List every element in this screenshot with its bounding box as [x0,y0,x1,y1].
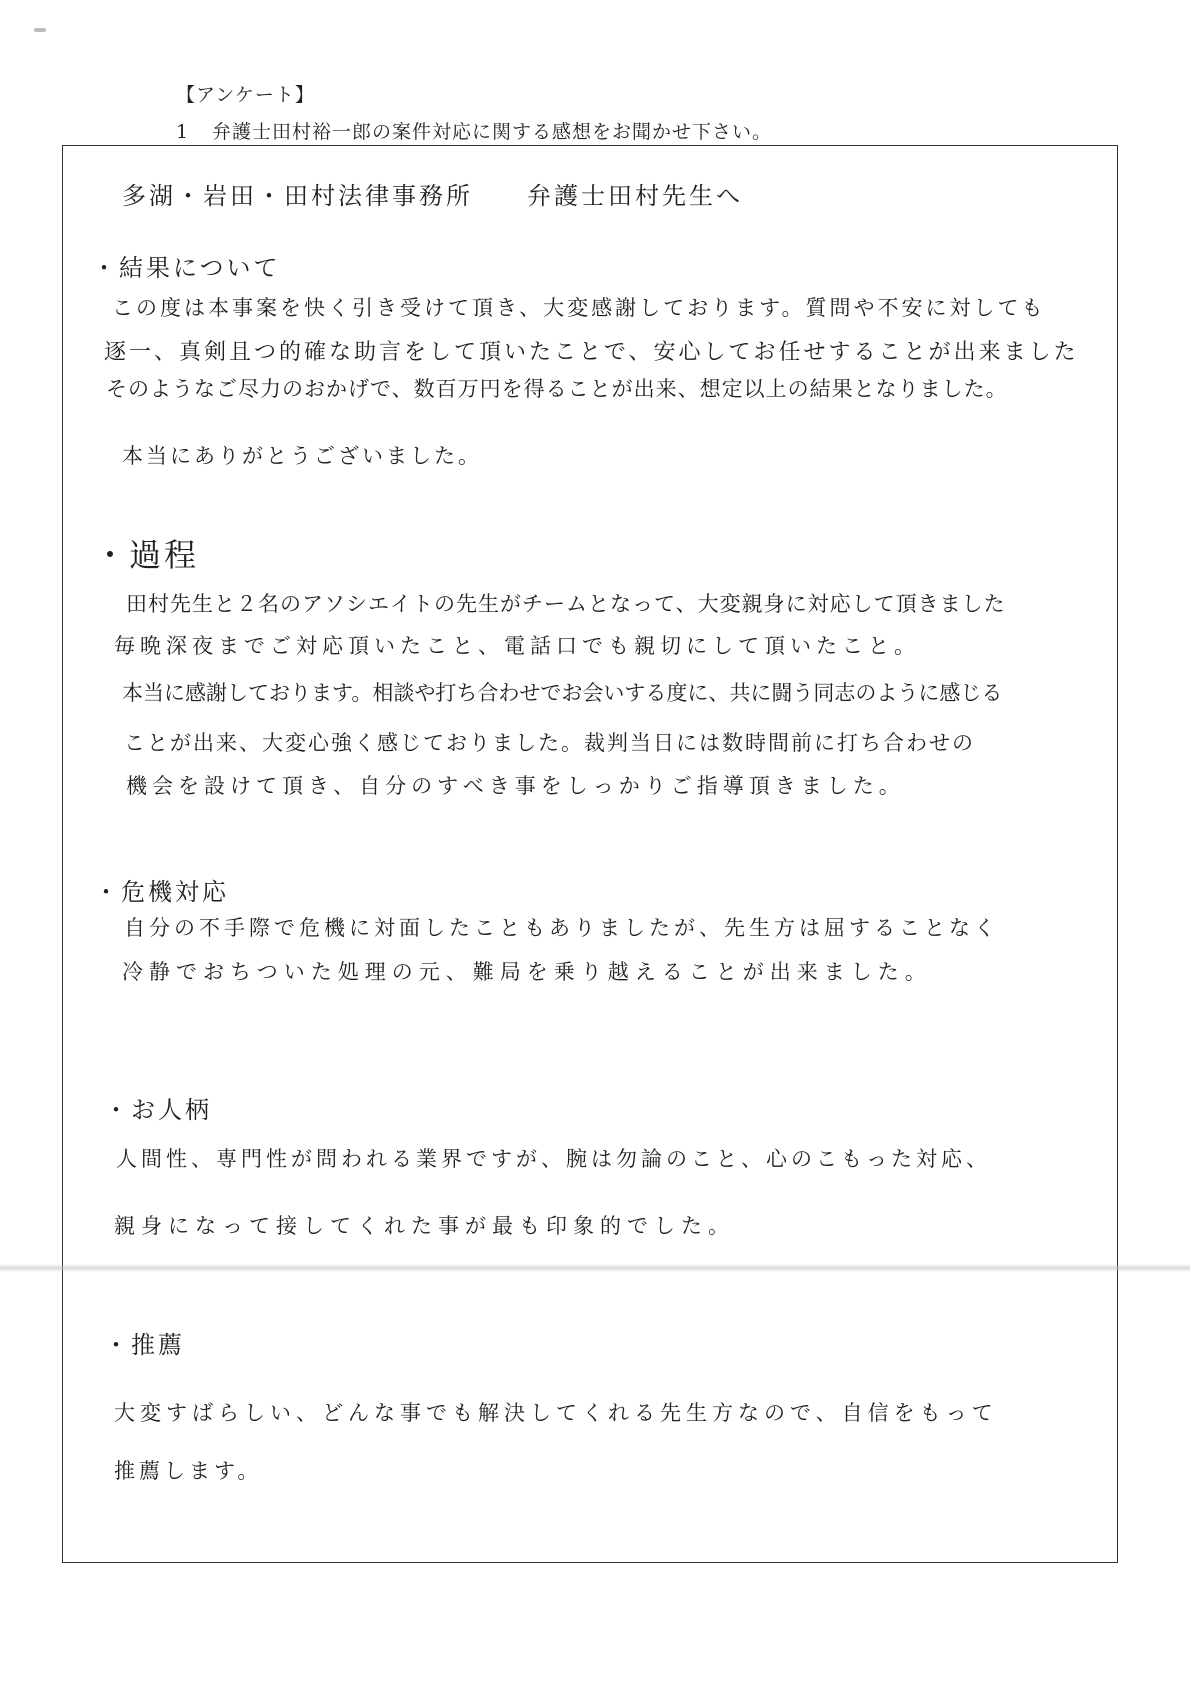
crisis-line-2: 冷静でおちついた処理の元、難局を乗り越えることが出来ました。 [122,960,932,984]
process-line-1: 田村先生と２名のアソシエイトの先生がチームとなって、大変親身に対応して頂きました [126,592,1006,616]
results-line-1: この度は本事案を快く引き受けて頂き、大変感謝しております。質問や不安に対しても [112,296,1046,320]
question-text: 弁護士田村裕一郎の案件対応に関する感想をお聞かせ下さい。 [212,121,773,143]
process-line-2: 毎晩深夜までご対応頂いたこと、電話口でも親切にして頂いたこと。 [114,634,920,658]
question-number: 1 [176,121,190,143]
results-line-3: そのようなご尽力のおかげで、数百万円を得ることが出来、想定以上の結果となりました。 [106,377,1008,401]
recommendation-line-1: 大変すばらしい、どんな事でも解決してくれる先生方なので、自信をもって [114,1401,998,1425]
recommendation-line-2: 推薦します。 [114,1459,263,1483]
process-line-4: ことが出来、大変心強く感じておりました。裁判当日には数時間前に打ち合わせの [124,731,975,755]
personality-line-2: 親身になって接してくれた事が最も印象的でした。 [114,1214,735,1238]
results-line-2: 逐一、真剣且つ的確な助言をして頂いたことで、安心してお任せすることが出来ました [104,340,1079,365]
addressee-line: 多湖・岩田・田村法律事務所 弁護士田村先生へ [122,182,743,210]
section-heading-process: ・過程 [94,536,200,574]
survey-question [176,117,772,144]
crisis-line-1: 自分の不手際で危機に対面したこともありましたが、先生方は屈することなく [124,916,999,940]
section-heading-recommendation: ・推薦 [104,1331,185,1359]
results-line-4: 本当にありがとうございました。 [122,444,482,468]
section-heading-personality: ・お人柄 [104,1096,212,1124]
section-heading-results: ・結果について [92,254,281,282]
survey-label: 【アンケート】 [176,84,315,106]
personality-line-1: 人間性、専門性が問われる業界ですが、腕は勿論のこと、心のこもった対応、 [116,1147,991,1171]
scan-speck [34,28,46,32]
paper-fold-crease [0,1264,1190,1272]
section-heading-crisis: ・危機対応 [94,878,229,906]
process-line-5: 機会を設けて頂き、自分のすべき事をしっかりご指導頂きました。 [126,774,905,798]
process-line-3: 本当に感謝しております。相談や打ち合わせでお会いする度に、共に闘う同志のように感じる [122,681,1003,705]
